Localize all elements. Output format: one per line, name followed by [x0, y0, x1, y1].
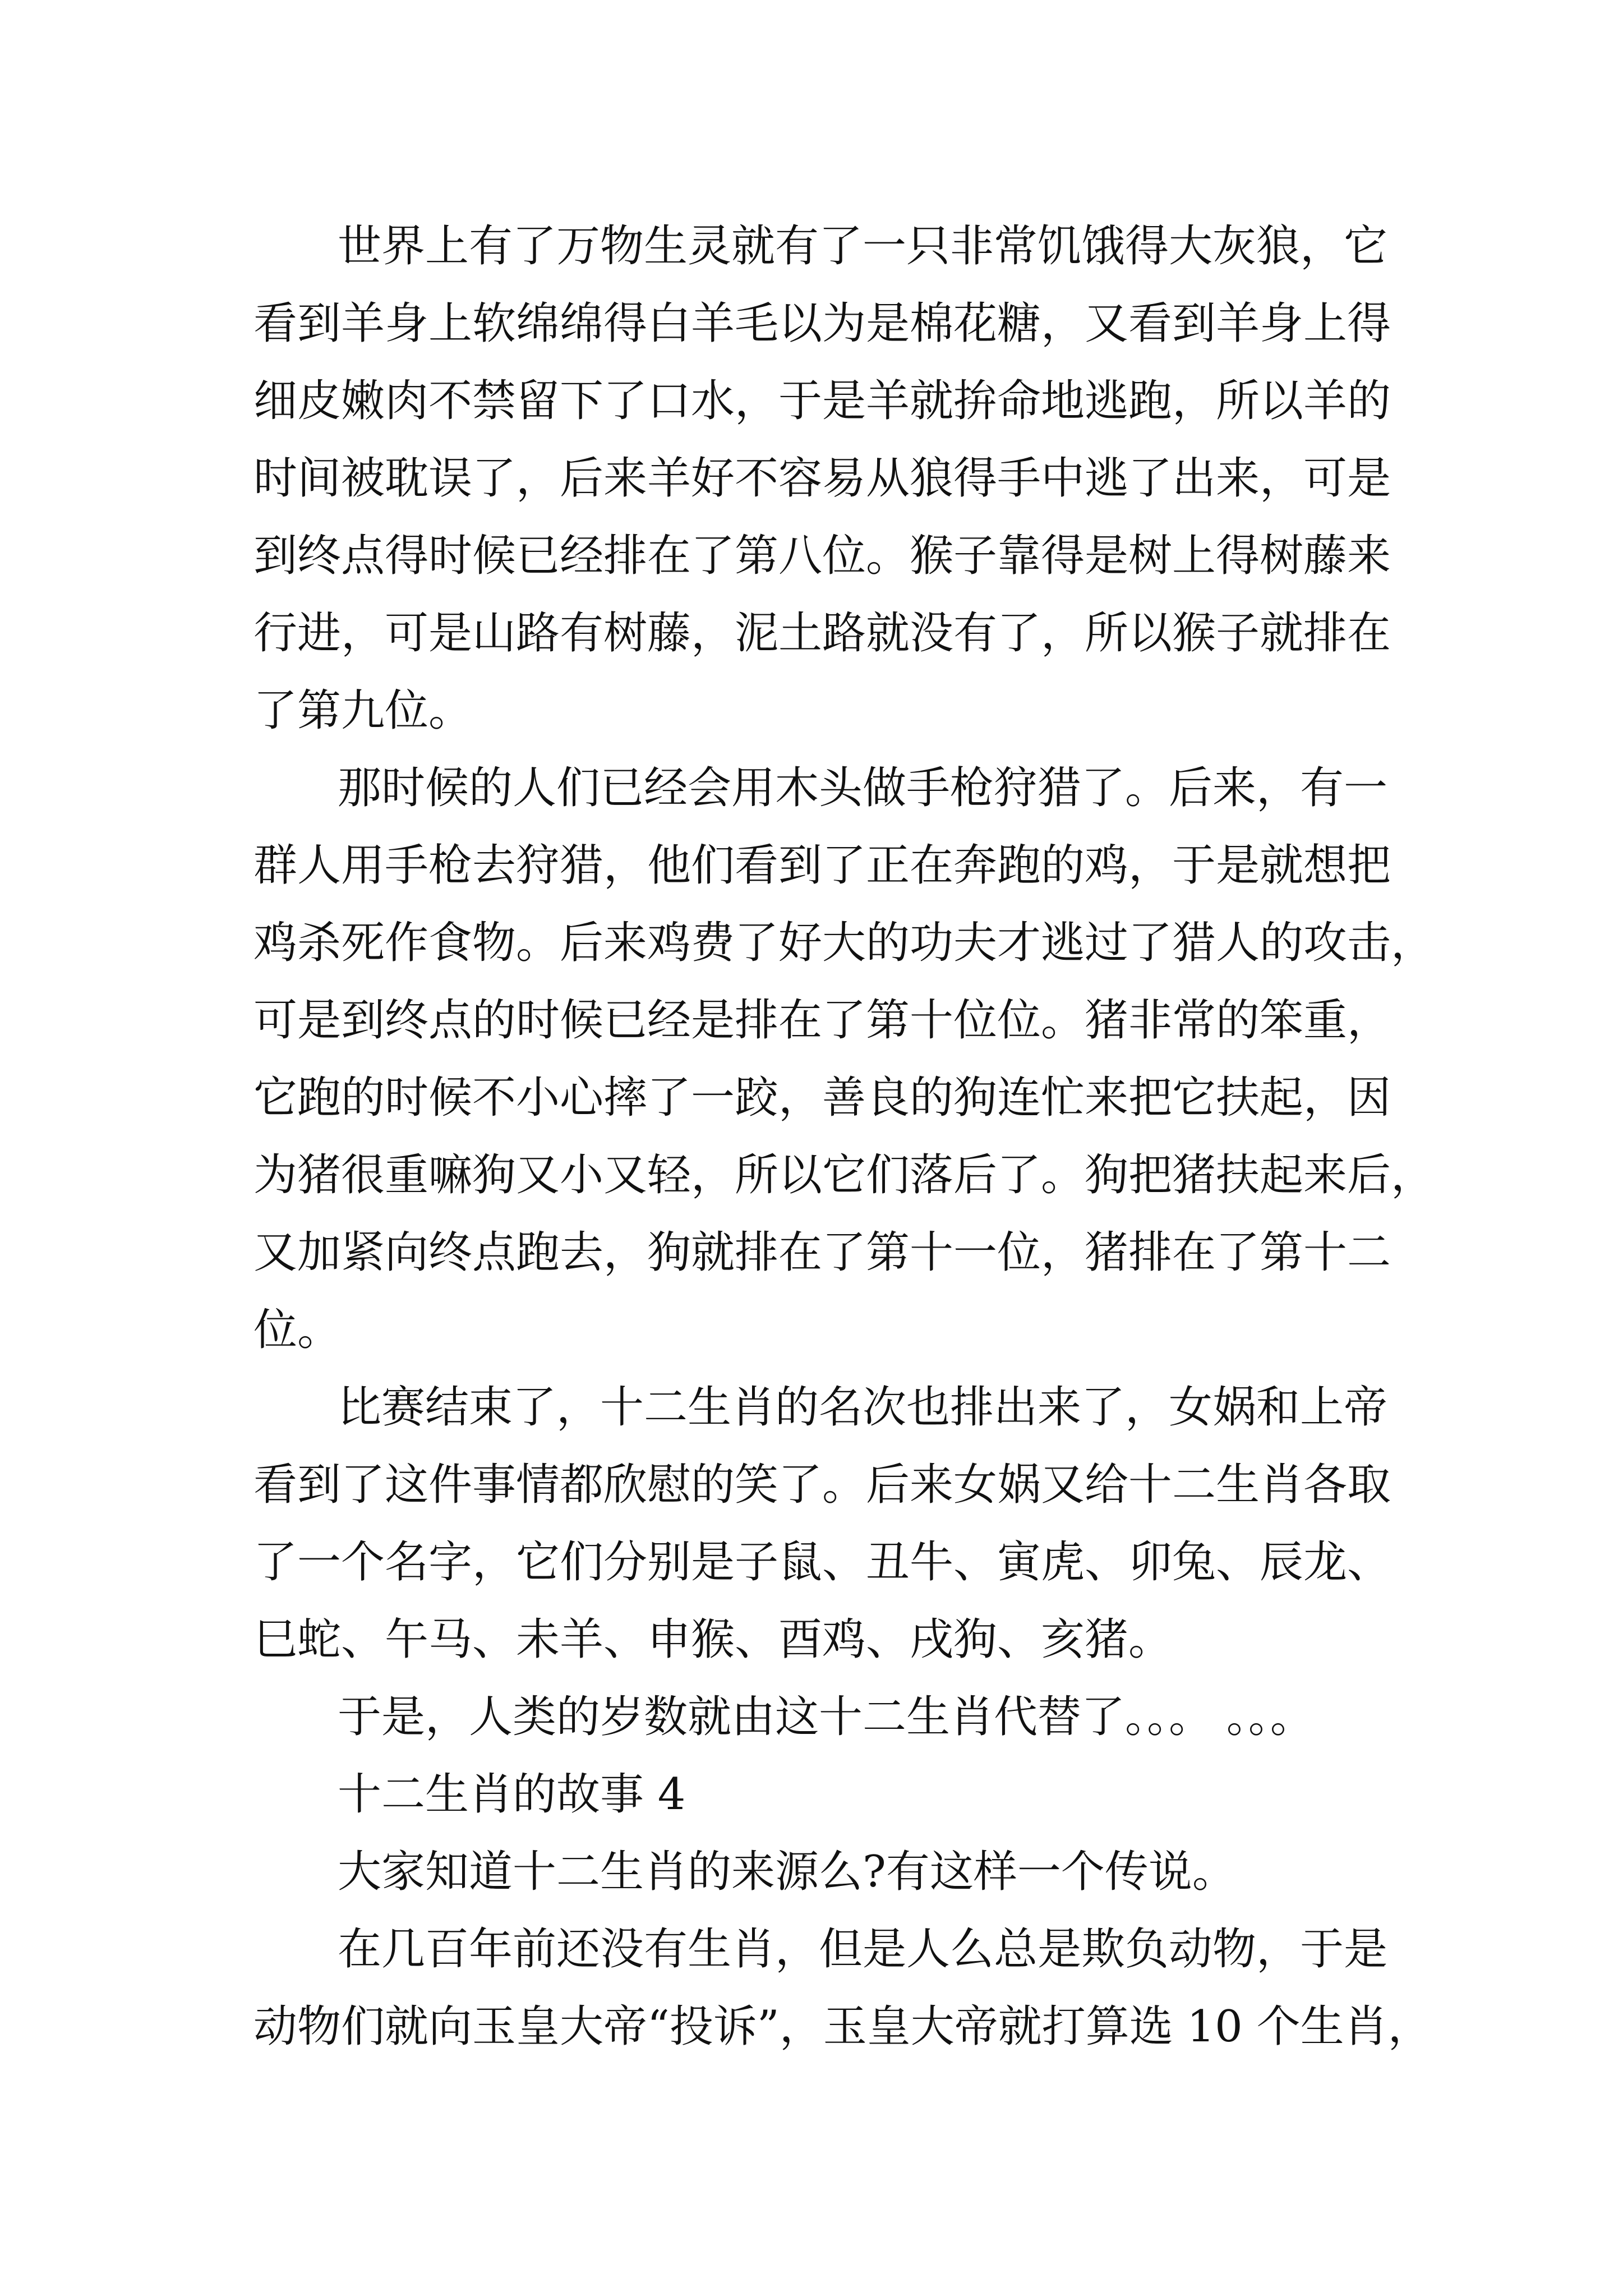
text-line: 群人用手枪去狩猎，他们看到了正在奔跑的鸡，于是就想把 [253, 840, 1391, 891]
paragraph [253, 1911, 1432, 2065]
text-line: 于是，人类的岁数就由这十二生肖代替了。。。 。。。 [338, 1692, 1314, 1742]
paragraph [253, 749, 1435, 1369]
text-line: 了一个名字，它们分别是子鼠、丑牛、寅虎、卯兔、辰龙、 [253, 1537, 1391, 1588]
paragraph [253, 1678, 1370, 1756]
text-line: 在几百年前还没有生肖，但是人么总是欺负动物，于是 [338, 1924, 1388, 1975]
text-line: 它跑的时候不小心摔了一跤，善良的狗连忙来把它扶起，因 [253, 1073, 1391, 1123]
paragraph [253, 208, 1391, 749]
text-line: 时间被耽误了，后来羊好不容易从狼得手中逃了出来，可是 [253, 453, 1391, 504]
text-line: 比赛结束了，十二生肖的名次也排出来了，女娲和上帝 [338, 1382, 1388, 1433]
text-line: 细皮嫩肉不禁留下了口水，于是羊就拚命地逃跑，所以羊的 [253, 376, 1391, 426]
text-line: 又加紧向终点跑去，狗就排在了第十一位，猪排在了第十二 [253, 1227, 1391, 1278]
text-line: 鸡杀死作食物。后来鸡费了好大的功夫才逃过了猎人的攻击， [253, 918, 1435, 968]
text-line: 行进，可是山路有树藤，泥土路就没有了，所以猴子就排在 [253, 608, 1391, 659]
text-line: 到终点得时候已经排在了第八位。猴子靠得是树上得树藤来 [253, 531, 1391, 581]
text-line: 可是到终点的时候已经是排在了第十位位。猪非常的笨重， [253, 995, 1391, 1046]
heading-line: 十二生肖的故事 4 [338, 1769, 686, 1820]
text-line: 看到了这件事情都欣慰的笑了。后来女娲又给十二生肖各取 [253, 1460, 1391, 1510]
paragraph [253, 1369, 1391, 1678]
text-line: 了第九位。 [253, 685, 473, 736]
text-line: 巳蛇、午马、未羊、申猴、酉鸡、戌狗、亥猪。 [253, 1614, 1173, 1665]
text-line: 为猪很重嘛狗又小又轻，所以它们落后了。狗把猪扶起来后， [253, 1150, 1435, 1200]
text-line: 动物们就向玉皇大帝“投诉”，玉皇大帝就打算选 10 个生肖， [253, 2001, 1432, 2052]
document-body [253, 208, 1435, 2065]
text-line: 看到羊身上软绵绵得白羊毛以为是棉花糖，又看到羊身上得 [253, 298, 1391, 349]
text-line: 大家知道十二生肖的来源么?有这样一个传说。 [338, 1847, 1236, 1897]
paragraph [253, 1833, 1370, 1911]
text-line: 位。 [253, 1305, 342, 1355]
text-line: 世界上有了万物生灵就有了一只非常饥饿得大灰狼，它 [338, 221, 1388, 272]
section-heading [253, 1756, 1370, 1833]
text-line: 那时候的人们已经会用木头做手枪狩猎了。后来，有一 [338, 763, 1388, 813]
